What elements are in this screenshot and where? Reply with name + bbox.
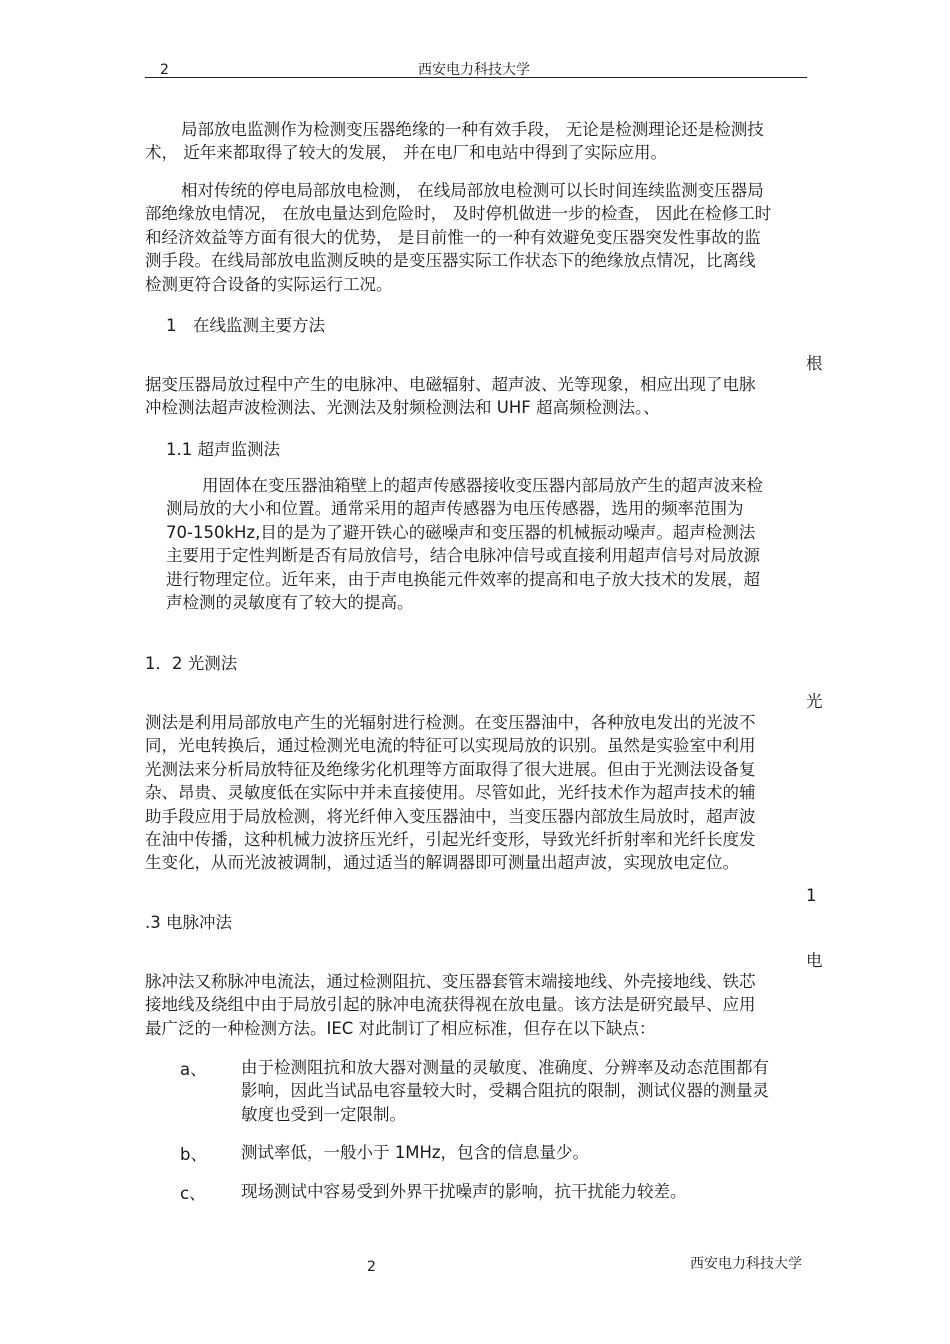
paragraph-3-lead-char: 根	[806, 354, 823, 373]
text-line: 用固体在变压器油箱壁上的超声传感器接收变压器内部局放产生的超声波来检	[202, 476, 763, 495]
paragraph-5	[145, 711, 807, 875]
text-line: 部绝缘放电情况， 在放电量达到危险时， 及时停机做进一步的检查， 因此在检修工时	[145, 204, 772, 224]
text-line: 敏度也受到一定限制。	[241, 1104, 406, 1124]
section-heading-1: 1 在线监测主要方法	[166, 316, 325, 335]
paragraph-2	[145, 179, 807, 296]
header-divider	[145, 77, 807, 78]
text-line: 70-150kHz,目的是为了避开铁心的磁噪声和变压器的机械振动噪声。超声检测法	[166, 522, 756, 542]
paragraph-6-lead-char: 电	[806, 951, 823, 970]
header-university: 西安电力科技大学	[418, 62, 530, 78]
list-item-a	[241, 1056, 807, 1126]
text-line: 声检测的灵敏度有了较大的提高。	[166, 593, 414, 613]
text-line: 主要用于定性判断是否有局放信号，结合电脉冲信号或直接利用超声信号对局放源	[166, 546, 760, 566]
text-line: 最广泛的一种检测方法。IEC 对此制订了相应标准，但存在以下缺点：	[145, 1018, 656, 1038]
list-item-label-c: c、	[180, 1184, 206, 1203]
text-line: 测手段。在线局部放电监测反映的是变压器实际工作状态下的绝缘放点情况，比离线	[145, 251, 756, 271]
text-line: 相对传统的停电局部放电检测， 在线局部放电检测可以长时间连续监测变压器局	[181, 181, 764, 200]
footer-university: 西安电力科技大学	[690, 1256, 802, 1272]
section-heading-1-3: .3 电脉冲法	[145, 913, 232, 932]
text-line: 脉冲法又称脉冲电流法，通过检测阻抗、变压器套管末端接地线、外壳接地线、铁芯	[145, 972, 756, 991]
paragraph-3	[145, 373, 807, 420]
text-line: 接地线及绕组中由于局放引起的脉冲电流获得视在放电量。该方法是研究最早、应用	[145, 995, 756, 1015]
text-line: 影响，因此当试品电容量较大时，受耦合阻抗的限制，测试仪器的测量灵	[241, 1081, 769, 1101]
text-line: 测局放的大小和位置。通常采用的超声传感器为电压传感器，选用的频率范围为	[166, 499, 744, 519]
text-line: 生变化，从而光波被调制，通过适当的解调器即可测量出超声波，实现放电定位。	[145, 853, 739, 873]
text-line: 光测法来分析局放特征及绝缘劣化机理等方面取得了很大进展。但由于光测法设备复	[145, 759, 756, 779]
text-line: 在油中传播，这种机械力波挤压光纤，引起光纤变形，导致光纤折射率和光纤长度发	[145, 830, 756, 850]
section-heading-1-2: 1．2 光测法	[145, 654, 238, 673]
list-item-c	[241, 1180, 807, 1203]
text-line: 现场测试中容易受到外界干扰噪声的影响，抗干扰能力较差。	[241, 1182, 687, 1201]
text-line: 和经济效益等方面有很大的优势， 是目前惟一的一种有效避免变压器突发性事故的监	[145, 227, 761, 247]
paragraph-5-lead-char: 光	[806, 692, 823, 711]
text-line: 杂、昂贵、灵敏度低在实际中并未直接使用。尽管如此，光纤技术作为超声技术的辅	[145, 783, 756, 803]
text-line: 同，光电转换后，通过检测光电流的特征可以实现局放的识别。虽然是实验室中利用	[145, 736, 756, 756]
list-item-b	[241, 1141, 807, 1164]
list-item-label-b: b、	[180, 1145, 207, 1164]
paragraph-4	[166, 474, 806, 614]
text-line: 测法是利用局部放电产生的光辐射进行检测。在变压器油中，各种放电发出的光波不	[145, 713, 756, 732]
text-line: 测试率低，一般小于 1MHz，包含的信息量少。	[241, 1143, 590, 1162]
footer-page-number: 2	[367, 1259, 376, 1275]
paragraph-6	[145, 970, 807, 1040]
header-page-number: 2	[160, 62, 169, 78]
list-item-label-a: a、	[180, 1060, 207, 1079]
text-line: 术， 近年来都取得了较大的发展， 并在电厂和电站中得到了实际应用。	[145, 143, 667, 163]
section-heading-1-3-lead: 1	[806, 886, 817, 905]
text-line: 由于检测阻抗和放大器对测量的灵敏度、准确度、分辨率及动态范围都有	[241, 1058, 769, 1077]
paragraph-1	[145, 118, 807, 165]
text-line: 进行物理定位。近年来，由于声电换能元件效率的提高和电子放大技术的发展，超	[166, 569, 760, 589]
text-line: 助手段应用于局放检测，将光纤伸入变压器油中，当变压器内部放生局放时，超声波	[145, 806, 756, 826]
text-line: 局部放电监测作为检测变压器绝缘的一种有效手段， 无论是检测理论还是检测技	[181, 120, 764, 139]
text-line: 冲检测法超声波检测法、光测法及射频检测法和 UHF 超高频检测法。、	[145, 398, 660, 418]
text-line: 检测更符合设备的实际运行工况。	[145, 274, 393, 294]
text-line: 据变压器局放过程中产生的电脉冲、电磁辐射、超声波、光等现象，相应出现了电脉	[145, 375, 756, 394]
section-heading-1-1: 1.1 超声监测法	[166, 440, 280, 459]
